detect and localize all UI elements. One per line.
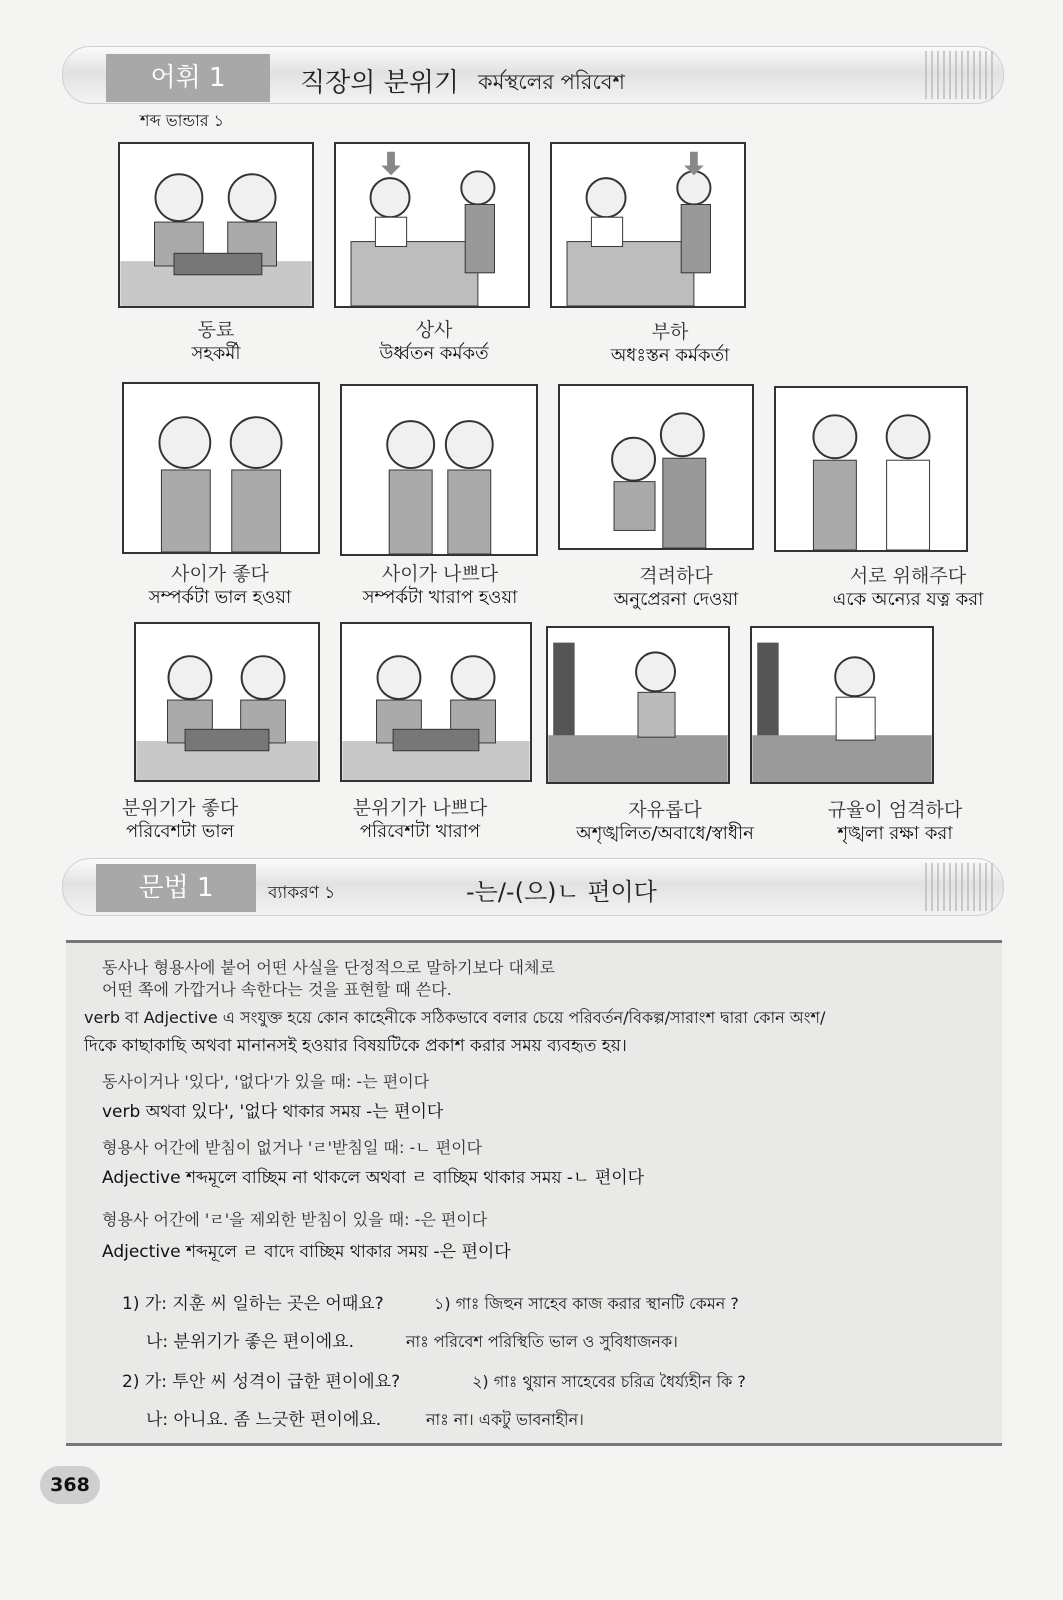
caption-good-relationship: 사이가 좋다 সম্পর্কটা ভাল হওয়া — [148, 563, 292, 608]
caption-good-atmosphere: 분위기가 좋다 পরিবেশটা ভাল — [121, 797, 239, 842]
page-number: 368 — [40, 1466, 100, 1504]
caption-care-each-other: 서로 위해주다 একে অন্যের যত্ন করা — [832, 565, 984, 610]
rule3-bn: Adjective শব্দমূলে ㄹ বাদে বাচ্ছিম থাকার সময় -은 편이다 — [102, 1242, 511, 1262]
grammar-desc-ko-2: 어떤 쪽에 가깝거나 속한다는 것을 표현할 때 쓴다. — [102, 980, 452, 999]
illustration-colleagues — [118, 142, 314, 308]
rule1-ko: 동사이거나 '있다', '없다'가 있을 때: -는 편이다 — [102, 1072, 430, 1091]
example2-answer-bn: নাঃ না। একটু ভাবনাহীন। — [426, 1410, 584, 1429]
illustration-strict-discipline — [750, 626, 934, 784]
example1-answer-ko: 나: 분위기가 좋은 편이에요. — [146, 1332, 354, 1352]
vocab-title-ko: 직장의 분위기 — [300, 68, 459, 98]
example1-answer-bn: নাঃ পরিবেশ পরিস্থিতি ভাল ও সুবিধাজনক। — [406, 1332, 678, 1351]
illustration-good-atmosphere — [134, 622, 320, 782]
illustration-subordinate — [550, 142, 746, 308]
rule2-ko: 형용사 어간에 받침이 없거나 'ㄹ'받침일 때: -ㄴ 편이다 — [102, 1138, 483, 1157]
example1-question-ko: 1) 가: 지훈 씨 일하는 곳은 어때요? — [122, 1294, 384, 1314]
grammar-box — [66, 940, 1002, 1446]
caption-encourage: 격려하다 অনুপ্রেরনা দেওয়া — [613, 565, 739, 610]
rule1-bn: verb অথবা 있다', '없다 থাকার সময় -는 편이다 — [102, 1102, 444, 1122]
caption-subordinate: 부하 অধঃস্তন কর্মকর্তা — [610, 321, 730, 366]
grammar-pattern: -는/-(으)ㄴ 편이다 — [466, 878, 657, 906]
caption-free: 자유롭다 অশৃঙ্খলিত/অবাধে/স্বাধীন — [576, 799, 754, 844]
caption-boss: 상사 উর্ধ্বতন কর্মকর্ত — [379, 319, 489, 364]
vocab-tag: 어휘 1 — [106, 54, 270, 102]
vocab-subhead: শব্দ ভান্ডার ১ — [140, 111, 225, 130]
example2-question-ko: 2) 가: 투안 씨 성격이 급한 편이에요? — [122, 1372, 401, 1392]
banner-ridges — [925, 863, 995, 911]
grammar-desc-bn-1: verb বা Adjective এ সংযুক্ত হয়ে কোন কাহেনীকে সঠিকভাবে বলার চেয়ে পরিবর্তন/বিকল্প/সারাংশ দ্বারা কোন অংশ/ — [84, 1008, 826, 1027]
caption-colleague: 동료 সহকর্মী — [191, 319, 241, 364]
grammar-desc-bn-2: দিকে কাছাকাছি অথবা মানানসই হওয়ার বিষয়টিকে প্রকাশ করার সময় ব্যবহৃত হয়। — [84, 1036, 627, 1056]
illustration-bad-atmosphere — [340, 622, 532, 782]
example2-answer-ko: 나: 아니요. 좀 느긋한 편이에요. — [146, 1410, 382, 1430]
illustration-bad-relationship — [340, 384, 538, 556]
grammar-desc-ko-1: 동사나 형용사에 붙어 어떤 사실을 단정적으로 말하기보다 대체로 — [102, 958, 555, 977]
illustration-care-each-other — [774, 386, 968, 552]
grammar-title-bn: ব্যাকরণ ১ — [268, 883, 336, 903]
banner-ridges — [925, 51, 995, 99]
illustration-free — [546, 626, 730, 784]
example1-question-bn: ১) গাঃ জিহুন সাহেব কাজ করার স্থানটি কেমন ? — [434, 1294, 739, 1313]
grammar-tag: 문법 1 — [96, 864, 256, 912]
caption-bad-atmosphere: 분위기가 나쁘다 পরিবেশটা খারাপ — [352, 797, 488, 842]
illustration-good-relationship — [122, 382, 320, 554]
rule3-ko: 형용사 어간에 'ㄹ'을 제외한 받침이 있을 때: -은 편이다 — [102, 1210, 488, 1229]
illustration-boss — [334, 142, 530, 308]
caption-bad-relationship: 사이가 나쁘다 সম্পর্কটা খারাপ হওয়া — [362, 563, 518, 608]
illustration-encourage — [558, 384, 754, 550]
example2-question-bn: ২) গাঃ থুয়ান সাহেবের চরিত্র ধৈর্য্যহীন কি ? — [472, 1372, 746, 1391]
caption-strict-discipline: 규율이 엄격하다 শৃঙ্খলা রক্ষা করা — [827, 799, 963, 844]
rule2-bn: Adjective শব্দমূলে বাচ্ছিম না থাকলে অথবা ㄹ বাচ্ছিম থাকার সময় -ㄴ 편이다 — [102, 1168, 645, 1188]
vocab-title-bn: কর্মস্থলের পরিবেশ — [478, 70, 625, 94]
